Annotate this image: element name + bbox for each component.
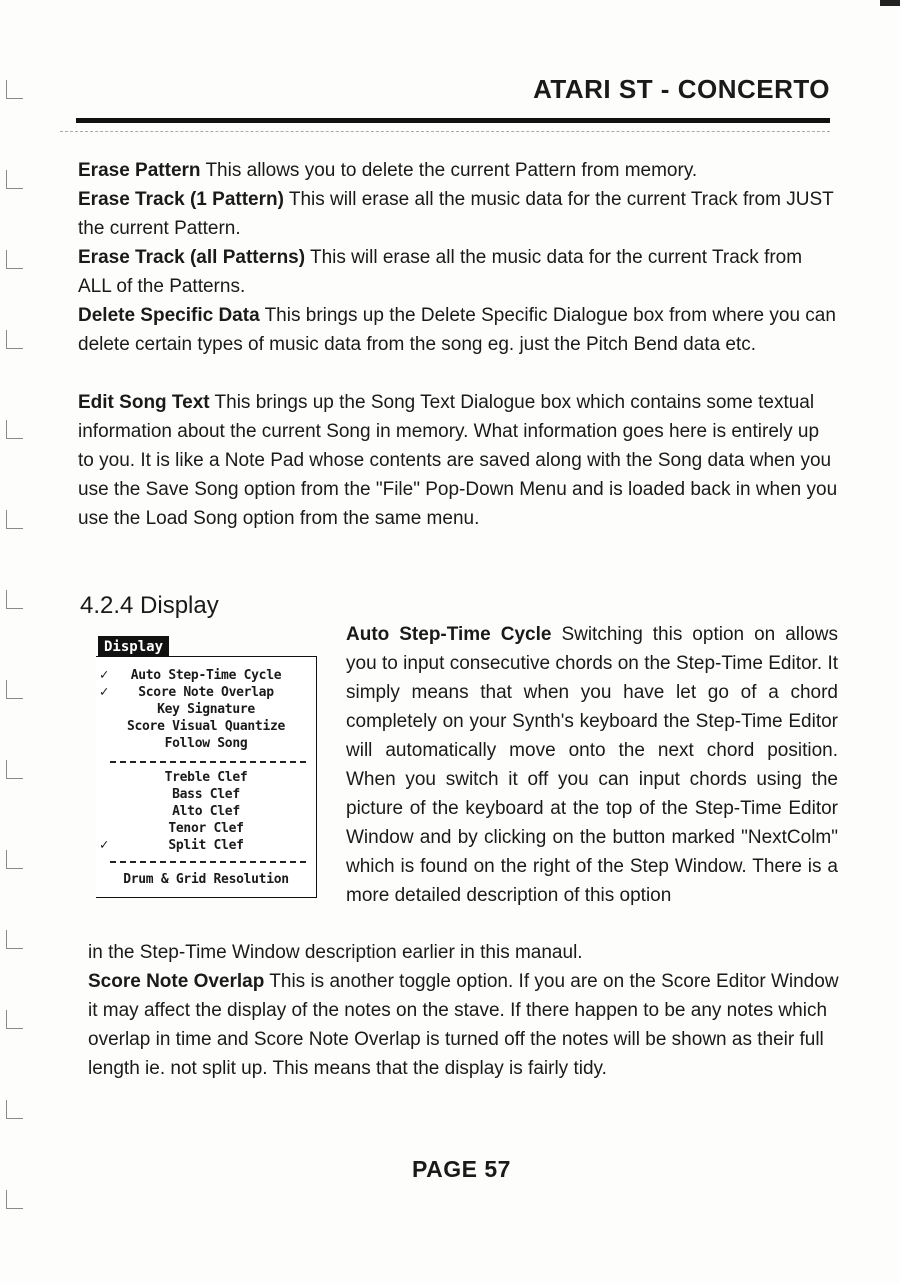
page-header-title: ATARI ST - CONCERTO — [533, 74, 830, 104]
term-auto-step-time: Auto Step-Time Cycle — [346, 624, 552, 645]
desc-erase-pattern: This allows you to delete the current Pattern from memory. — [200, 160, 698, 181]
scan-edge — [880, 0, 900, 6]
menu-item-drum-grid-resolution: Drum & Grid Resolution — [123, 872, 289, 887]
desc-score-note-overlap: This is another toggle option. If you are on the Score Editor Window it may affect the display of the notes on the stave. If there happen to be any notes which overlap in time and Score Note Overlap is turned off the notes will be shown as their full length ie. not split up. This means that the display is fairly tidy. — [88, 971, 839, 1079]
paragraph-auto-step-time-continued: in the Step-Time Window description earlier in this manaul. — [88, 942, 583, 963]
margin-mark — [6, 170, 23, 189]
margin-mark — [6, 420, 23, 439]
margin-mark — [6, 760, 23, 779]
margin-mark — [6, 930, 23, 949]
margin-mark — [6, 80, 23, 99]
margin-mark — [6, 680, 23, 699]
section-heading: 4.2.4 Display — [80, 592, 219, 619]
menu-item-alto-clef: Alto Clef — [172, 804, 240, 819]
term-score-note-overlap: Score Note Overlap — [88, 971, 265, 992]
check-icon: ✓ — [99, 667, 109, 683]
margin-mark — [6, 510, 23, 529]
menu-separator — [110, 761, 306, 763]
margin-mark — [6, 590, 23, 609]
margin-mark — [6, 1100, 23, 1119]
term-delete-specific: Delete Specific Data — [78, 305, 260, 326]
term-erase-pattern: Erase Pattern — [78, 160, 201, 181]
menu-item-bass-clef: Bass Clef — [172, 787, 240, 802]
paragraph-delete-specific — [78, 301, 838, 359]
binder-margin-marks — [0, 0, 30, 1283]
menu-item-score-note-overlap: ✓ Score Note Overlap — [99, 684, 274, 700]
desc-edit-song-text: This brings up the Song Text Dialogue box which contains some textual information about the current Song in memory. What information goes here is entirely up to you. It is like a Note Pad whose contents are saved along with the Song data when you use the Save Song option from the "File" Pop-Down Menu and is loaded back in when you use the Load Song option from the same menu. — [78, 392, 838, 529]
menu-frame — [96, 656, 317, 898]
menu-separator — [110, 861, 306, 863]
margin-mark — [6, 1190, 23, 1209]
term-edit-song-text: Edit Song Text — [78, 392, 210, 413]
paragraph-edit-song-text — [78, 388, 838, 533]
paragraph-erase-track-one — [78, 185, 838, 243]
menu-item-treble-clef: Treble Clef — [164, 770, 248, 785]
check-icon: ✓ — [99, 837, 109, 853]
term-erase-track-all: Erase Track (all Patterns) — [78, 247, 306, 268]
menu-item-auto-step-time-cycle: ✓ Auto Step-Time Cycle — [99, 667, 282, 683]
menu-item-follow-song: Follow Song — [164, 736, 248, 751]
paragraph-score-note-overlap — [88, 967, 840, 1083]
header-rule-dashed — [60, 131, 830, 133]
desc-erase-track-one: This will erase all the music data for the current Track from JUST the current Pattern. — [78, 189, 834, 239]
paragraph-erase-track-all — [78, 243, 838, 301]
desc-delete-specific: This brings up the Delete Specific Dialogue box from where you can delete certain types of music data from the song eg. just the Pitch Bend data etc. — [78, 305, 836, 355]
paragraph-erase-pattern — [78, 156, 838, 185]
menu-item-split-clef: ✓ Split Clef — [99, 837, 244, 853]
term-erase-track-one: Erase Track (1 Pattern) — [78, 189, 284, 210]
menu-item-score-visual-quantize: Score Visual Quantize — [126, 719, 286, 734]
paragraph-auto-step-time — [346, 620, 838, 910]
header-rule — [76, 118, 830, 123]
margin-mark — [6, 1010, 23, 1029]
margin-mark — [6, 850, 23, 869]
desc-auto-step-time: Switching this option on allows you to input consecutive chords on the Step-Time Editor. It simply means that when you have let go of a chord completely on your Synth's keyboard the Step-Time Editor will automatically move onto the next chord position. When you switch it off you can input chords using the picture of the keyboard at the top of the Step-Time Editor Window and by clicking on the button marked "NextColm" which is found on the right of the Step Window. There is a more detailed description of this option — [346, 624, 838, 906]
margin-mark — [6, 330, 23, 349]
margin-mark — [6, 250, 23, 269]
menu-item-tenor-clef: Tenor Clef — [168, 821, 244, 836]
menu-title: Display — [98, 636, 169, 658]
check-icon: ✓ — [99, 684, 109, 700]
desc-erase-track-all: This will erase all the music data for the current Track from ALL of the Patterns. — [78, 247, 803, 297]
menu-item-key-signature: Key Signature — [157, 702, 255, 717]
page-number: PAGE 57 — [412, 1156, 511, 1182]
display-menu-screenshot — [96, 636, 318, 898]
